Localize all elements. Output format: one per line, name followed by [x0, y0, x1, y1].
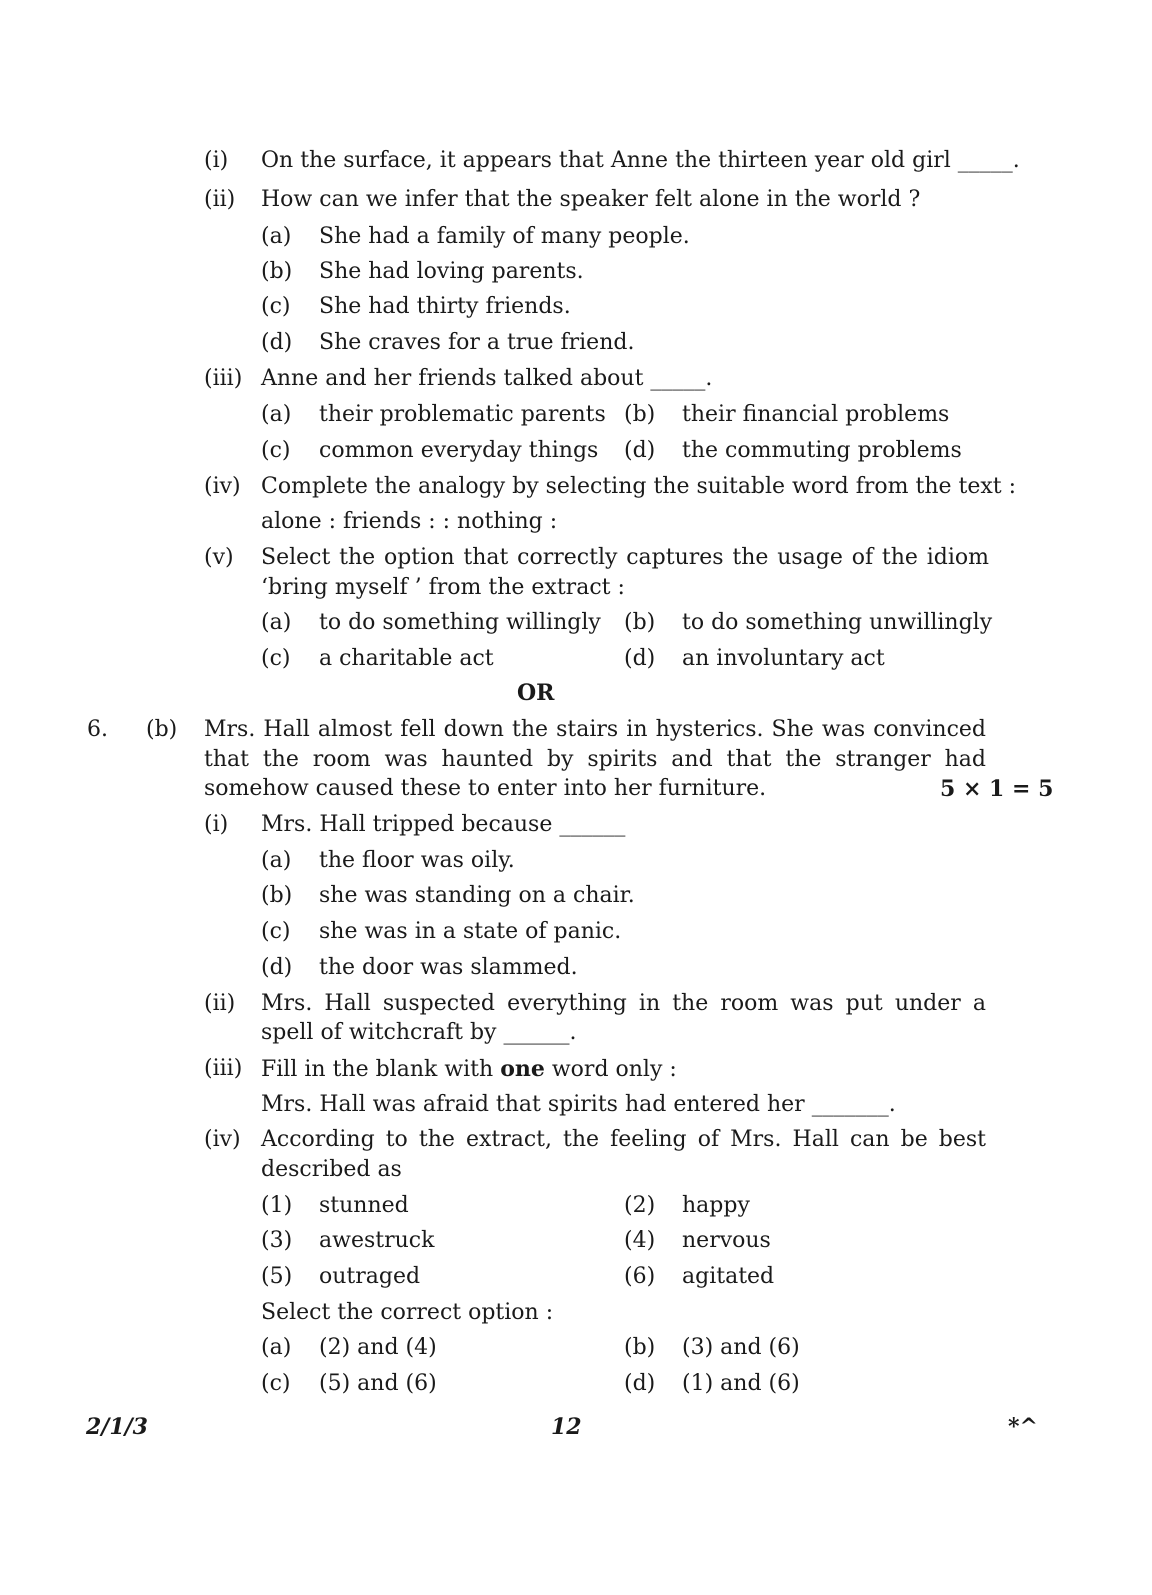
- option-label: (c): [261, 438, 291, 463]
- option-label: (a): [261, 1335, 292, 1360]
- question-text-cont: described as: [261, 1157, 402, 1182]
- question-number: (v): [204, 545, 234, 570]
- option-text: she was in a state of panic.: [319, 919, 622, 944]
- choice-label: (1): [261, 1193, 293, 1218]
- option-text: She had loving parents.: [319, 259, 584, 284]
- option-label: (c): [261, 919, 291, 944]
- option-label: (b): [624, 610, 656, 635]
- option-text: common everyday things: [319, 438, 599, 463]
- choice-text: outraged: [319, 1264, 421, 1289]
- option-label: (b): [624, 402, 656, 427]
- fill-blank-sentence: Mrs. Hall was afraid that spirits had entered her _______.: [261, 1092, 896, 1117]
- question-number: 6.: [87, 717, 108, 742]
- option-text: their financial problems: [682, 402, 950, 427]
- option-text: their problematic parents: [319, 402, 606, 427]
- question-number: (i): [204, 148, 229, 173]
- paper-code: 2/1/3: [86, 1414, 148, 1440]
- choice-text: stunned: [319, 1193, 409, 1218]
- option-label: (a): [261, 848, 292, 873]
- question-text: Anne and her friends talked about _____.: [261, 366, 713, 391]
- choice-label: (6): [624, 1264, 656, 1289]
- option-text: the floor was oily.: [319, 848, 515, 873]
- option-text: (1) and (6): [682, 1371, 800, 1396]
- option-label: (d): [624, 438, 656, 463]
- option-text: (3) and (6): [682, 1335, 800, 1360]
- question-text: How can we infer that the speaker felt alone in the world ?: [261, 187, 921, 212]
- question-text: On the surface, it appears that Anne the thirteen year old girl _____.: [261, 148, 1020, 173]
- question-text: Mrs. Hall suspected everything in the room was put under a: [261, 991, 986, 1016]
- question-text: Fill in the blank with one word only :: [261, 1056, 677, 1082]
- option-label: (a): [261, 402, 292, 427]
- question-number: (iii): [204, 1056, 243, 1081]
- option-label: (d): [624, 1371, 656, 1396]
- choice-text: awestruck: [319, 1228, 435, 1253]
- choice-text: nervous: [682, 1228, 771, 1253]
- option-text: an involuntary act: [682, 646, 885, 671]
- sub-question-label: (b): [146, 717, 178, 742]
- option-text: (5) and (6): [319, 1371, 437, 1396]
- question-text: Select the option that correctly captures the usage of the idiom: [261, 545, 989, 570]
- question-number: (iii): [204, 366, 243, 391]
- option-text: to do something unwillingly: [682, 610, 993, 635]
- question-number: (iv): [204, 1127, 241, 1152]
- choice-text: agitated: [682, 1264, 775, 1289]
- choice-text: happy: [682, 1193, 750, 1218]
- question-text-cont: ‘bring myself ’ from the extract :: [261, 575, 625, 600]
- option-text: the commuting problems: [682, 438, 962, 463]
- question-number: (iv): [204, 474, 241, 499]
- emphasis-word: one: [500, 1056, 545, 1082]
- option-text: the door was slammed.: [319, 955, 578, 980]
- question-text: Complete the analogy by selecting the suitable word from the text :: [261, 474, 1017, 499]
- select-prompt: Select the correct option :: [261, 1300, 554, 1325]
- option-label: (b): [261, 259, 293, 284]
- option-text: (2) and (4): [319, 1335, 437, 1360]
- or-divider: OR: [517, 680, 555, 706]
- passage-line: Mrs. Hall almost fell down the stairs in hysterics. She was convinced: [204, 717, 986, 742]
- option-label: (d): [624, 646, 656, 671]
- option-label: (c): [261, 646, 291, 671]
- option-label: (c): [261, 294, 291, 319]
- choice-label: (3): [261, 1228, 293, 1253]
- option-text: a charitable act: [319, 646, 494, 671]
- question-text: Mrs. Hall tripped because ______: [261, 812, 626, 837]
- choice-label: (2): [624, 1193, 656, 1218]
- option-label: (b): [261, 883, 293, 908]
- option-label: (c): [261, 1371, 291, 1396]
- option-label: (a): [261, 610, 292, 635]
- passage-line: that the room was haunted by spirits and that the stranger had: [204, 747, 986, 772]
- question-text-cont: spell of witchcraft by ______.: [261, 1020, 577, 1045]
- question-number: (i): [204, 812, 229, 837]
- option-label: (a): [261, 224, 292, 249]
- option-text: to do something willingly: [319, 610, 601, 635]
- option-label: (d): [261, 955, 293, 980]
- choice-label: (4): [624, 1228, 656, 1253]
- option-text: She had thirty friends.: [319, 294, 571, 319]
- option-text: She craves for a true friend.: [319, 330, 635, 355]
- analogy-text: alone : friends : : nothing :: [261, 509, 558, 534]
- question-number: (ii): [204, 991, 236, 1016]
- option-text: She had a family of many people.: [319, 224, 690, 249]
- option-label: (b): [624, 1335, 656, 1360]
- option-text: she was standing on a chair.: [319, 883, 635, 908]
- question-text: According to the extract, the feeling of Mrs. Hall can be best: [261, 1127, 986, 1152]
- page-number: 12: [551, 1414, 582, 1440]
- option-label: (d): [261, 330, 293, 355]
- marks-label: 5 × 1 = 5: [940, 776, 1054, 802]
- choice-label: (5): [261, 1264, 293, 1289]
- footer-mark: *^: [1008, 1414, 1038, 1440]
- question-number: (ii): [204, 187, 236, 212]
- passage-line: somehow caused these to enter into her furniture.: [204, 776, 767, 801]
